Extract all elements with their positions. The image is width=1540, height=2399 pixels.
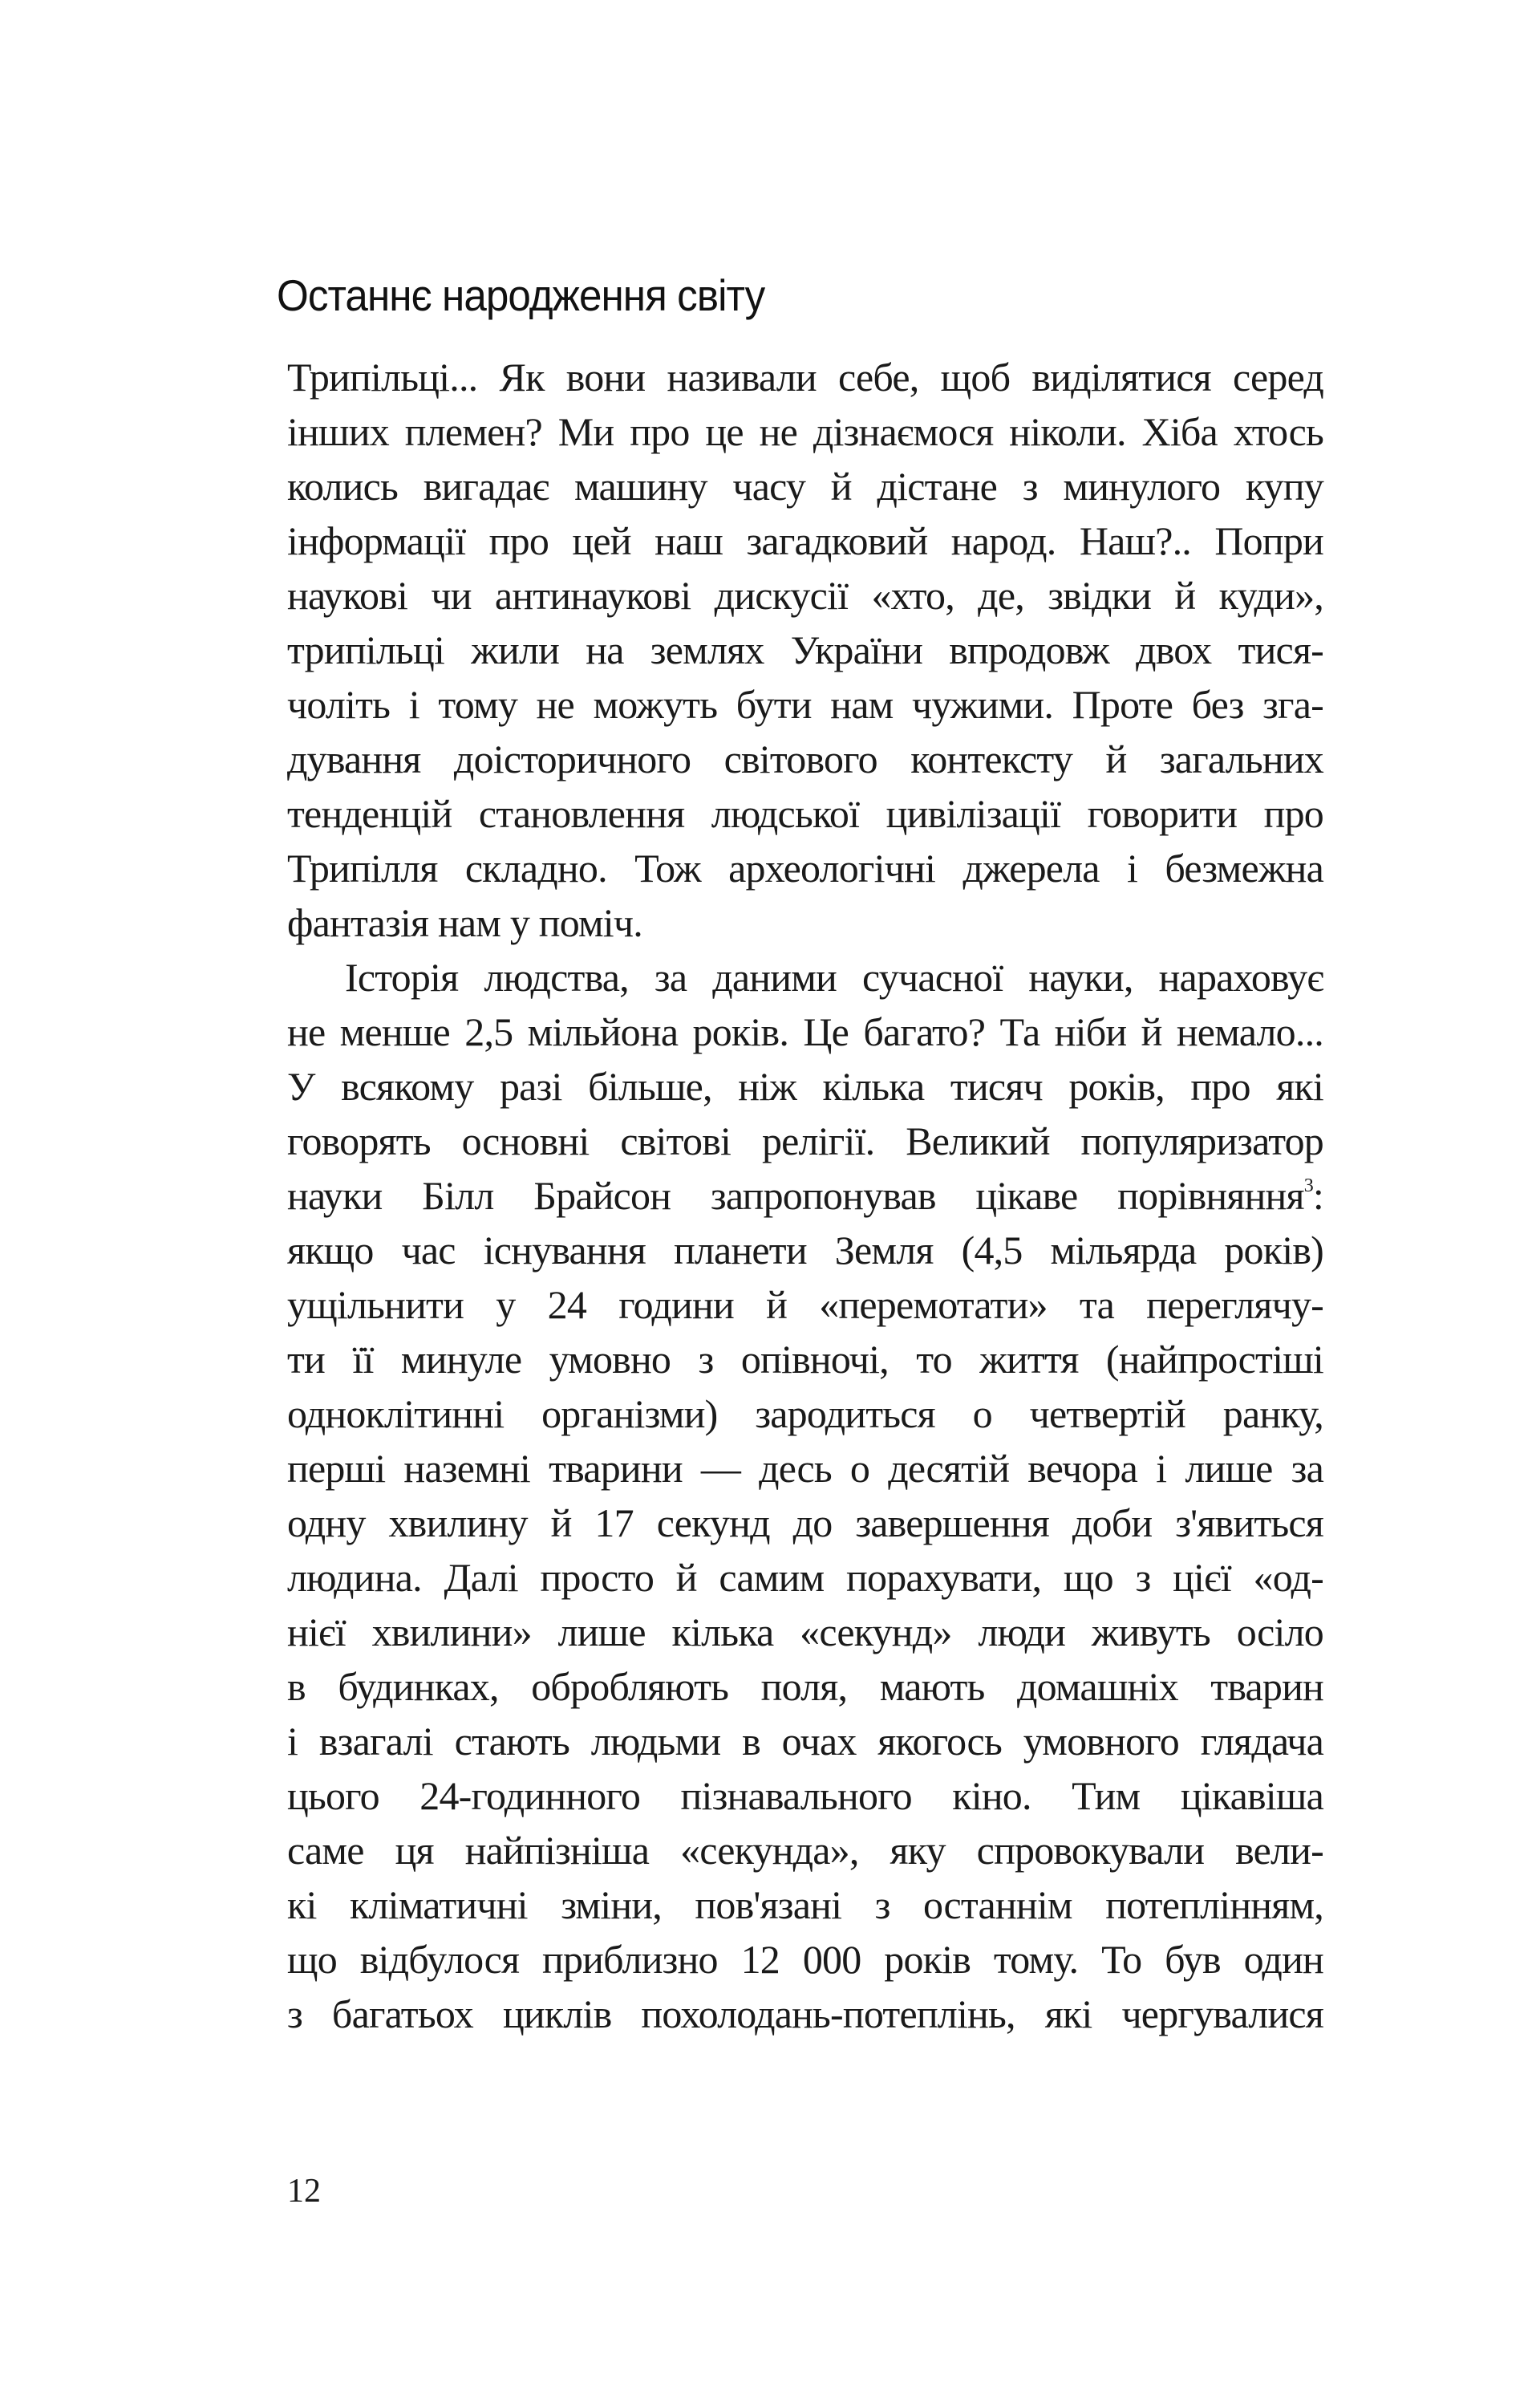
text-line: не менше 2,5 мільйона років. Це багато? Та ніби й немало...	[287, 1009, 1323, 1054]
text-line: ти її минуле умовно з опівночі, то життя (найпростіші	[287, 1337, 1323, 1382]
page-number: 12	[287, 2173, 321, 2210]
text-line: і взагалі стають людьми в очах якогось умовного глядача	[287, 1719, 1323, 1764]
text-line: Трипілля складно. Тож археологічні джерела і безмежна	[287, 846, 1323, 891]
text-line: інших племен? Ми про це не дізнаємося ніколи. Хіба хтось	[287, 409, 1323, 454]
text-line: в будинках, обробляють поля, мають домашніх тварин	[287, 1664, 1323, 1709]
text-line: ущільнити у 24 години й «перемотати» та переглячу-	[287, 1282, 1323, 1327]
text-line-with-footnote	[287, 1168, 1323, 1223]
footnote-marker[interactable]: 3	[1303, 1175, 1313, 1196]
text-line: тенденцій становлення людської цивілізації говорити про	[287, 791, 1323, 836]
text-line: Історія людства, за даними сучасної науки, нараховує	[345, 955, 1323, 1000]
text-line: одну хвилину й 17 секунд до завершення доби з'явиться	[287, 1500, 1323, 1545]
text-line: трипільці жили на землях України впродовж двох тися-	[287, 627, 1323, 672]
body-text	[287, 350, 1323, 2041]
text-line: Трипільці... Як вони називали себе, щоб виділятися серед	[287, 355, 1323, 400]
text-line: якщо час існування планети Земля (4,5 мільярда років)	[287, 1228, 1323, 1273]
text-line: з багатьох циклів похолодань-потеплінь, які чергувалися	[287, 1991, 1323, 2036]
text-line: колись вигадає машину часу й дістане з минулого купу	[287, 464, 1323, 509]
text-line: цього 24-годинного пізнавального кіно. Тим цікавіша	[287, 1773, 1323, 1818]
text-line: нієї хвилини» лише кілька «секунд» люди живуть осіло	[287, 1609, 1323, 1654]
text-line: фантазія нам у поміч.	[287, 900, 642, 945]
text-line: людина. Далі просто й самим порахувати, що з цієї «од-	[287, 1555, 1323, 1600]
footnote-trailing-punctuation: :	[1312, 1173, 1323, 1218]
text-line: інформації про цей наш загадковий народ. Наш?.. Попри	[287, 518, 1323, 563]
text-line-content: науки Білл Брайсон запропонував цікаве порівняння	[287, 1173, 1304, 1218]
chapter-heading: Останнє народження світу	[277, 270, 765, 320]
paragraph-1	[287, 350, 1323, 950]
text-line: чоліть і тому не можуть бути нам чужими. Проте без зга-	[287, 682, 1323, 727]
text-line: наукові чи антинаукові дискусії «хто, де, звідки й куди»,	[287, 573, 1323, 618]
text-line: дування доісторичного світового контексту й загальних	[287, 737, 1323, 781]
text-line: що відбулося приблизно 12 000 років тому. То був один	[287, 1937, 1323, 1982]
text-line: перші наземні тварини — десь о десятій вечора і лише за	[287, 1446, 1323, 1491]
text-line: говорять основні світові релігії. Великий популяризатор	[287, 1118, 1323, 1163]
text-line: одноклітинні організми) зародиться о четвертій ранку,	[287, 1391, 1323, 1436]
text-line: саме ця найпізніша «секунда», яку спровокували вели-	[287, 1828, 1323, 1873]
paragraph-2	[287, 950, 1323, 2041]
text-line: кі кліматичні зміни, пов'язані з останнім потеплінням,	[287, 1882, 1323, 1927]
text-line: У всякому разі більше, ніж кілька тисяч років, про які	[287, 1064, 1323, 1109]
